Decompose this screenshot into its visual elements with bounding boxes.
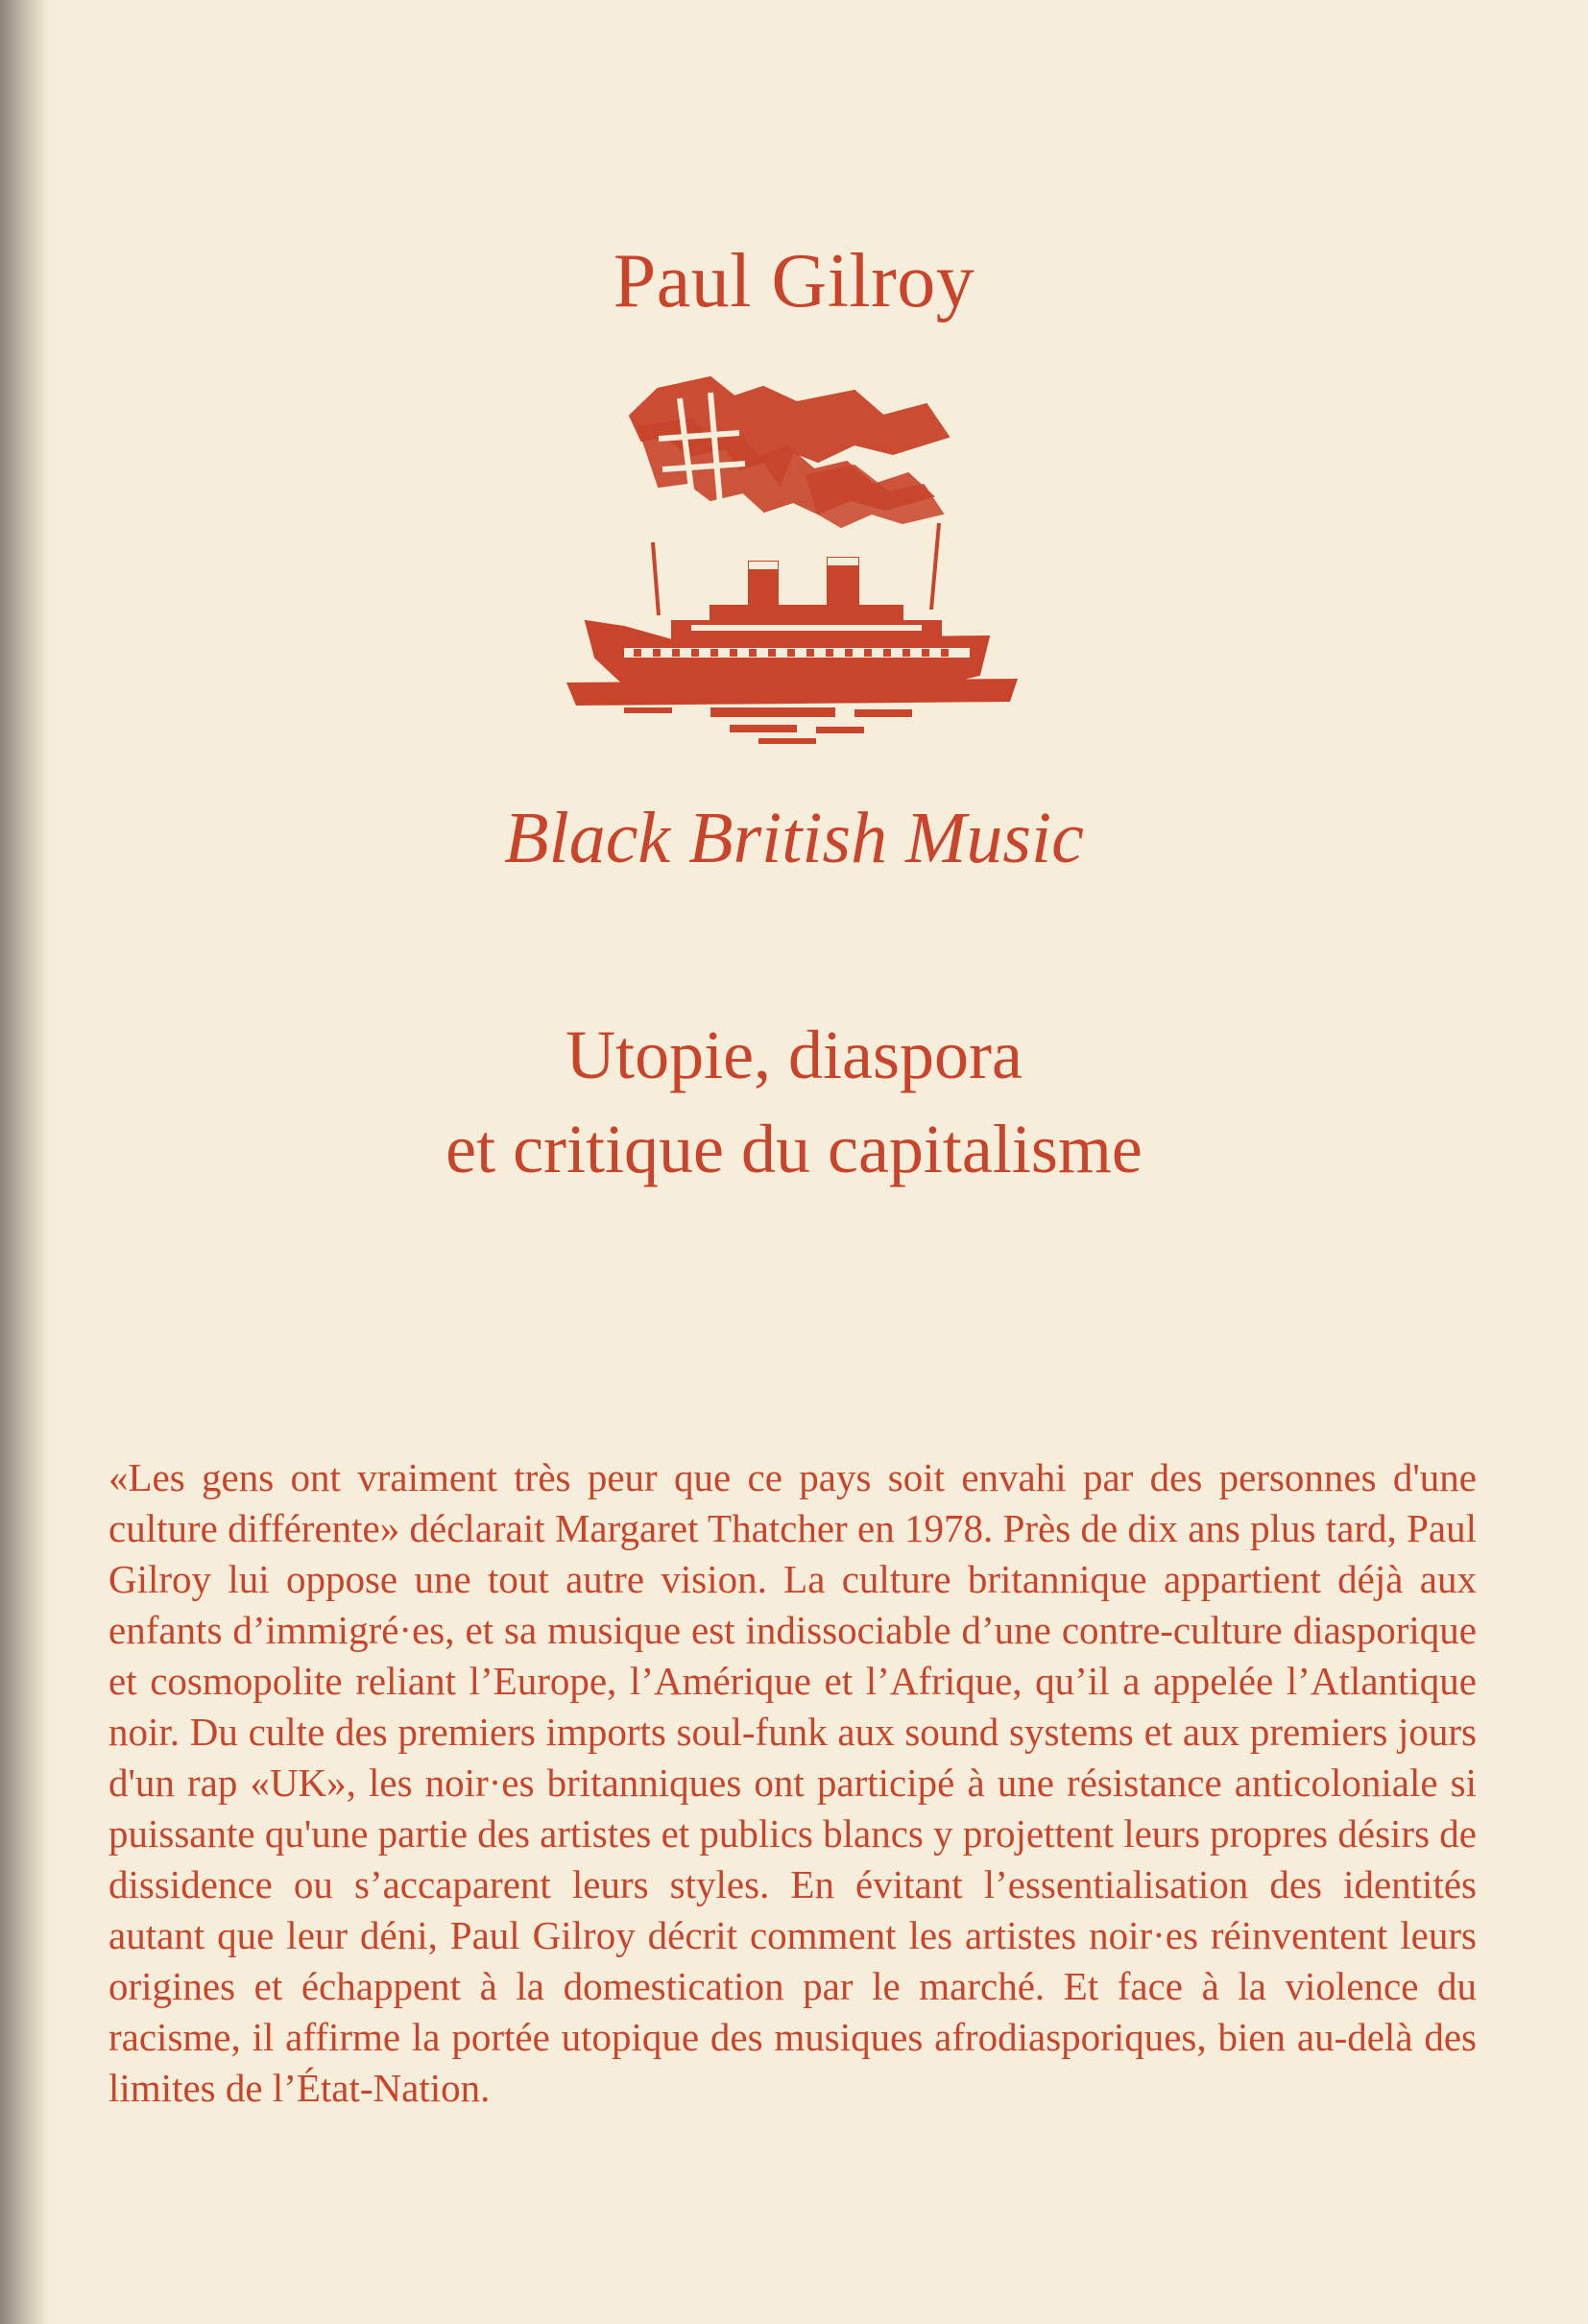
book-subtitle	[0, 1008, 1588, 1196]
author-name: Paul Gilroy	[613, 239, 975, 323]
subtitle-line-2: et critique du capitalisme	[445, 1111, 1143, 1187]
back-cover-blurb: «Les gens ont vraiment très peur que ce pays soit envahi par des personnes d'une culture différente» déclarait Margaret Thatcher en 1978. Près de dix ans plus tard, Paul Gilroy lui oppose une tout autre vision. La culture britannique appartient déjà aux enfants d’immigré·es, et sa musique est indissociable d’une contre-culture diasporique et cosmopolite reliant l’Europe, l’Amérique et l’Afrique, qu’il a appelée l’Atlantique noir. Du culte des premiers imports soul-funk aux sound systems et aux premiers jours d'un rap «UK», les noir·es britanniques ont participé à une résistance anticoloniale si puissante qu'une partie des artistes et publics blancs y projettent leurs propres désirs de dissidence ou s’accaparent leurs styles. En évitant l’essentialisation des identités autant que leur déni, Paul Gilroy décrit comment les artistes noir·es réinventent leurs origines et échappent à la domestication par le marché. Et face à la violence du racisme, il affirme la portée utopique des musiques afrodiasporiques, bien au-delà des limites de l’État-Nation.	[108, 1455, 1477, 2110]
book-title: Black British Music	[504, 798, 1084, 878]
ocean-liner-with-flags-illustration	[566, 370, 1018, 744]
subtitle-line-1: Utopie, diaspora	[565, 1017, 1023, 1093]
